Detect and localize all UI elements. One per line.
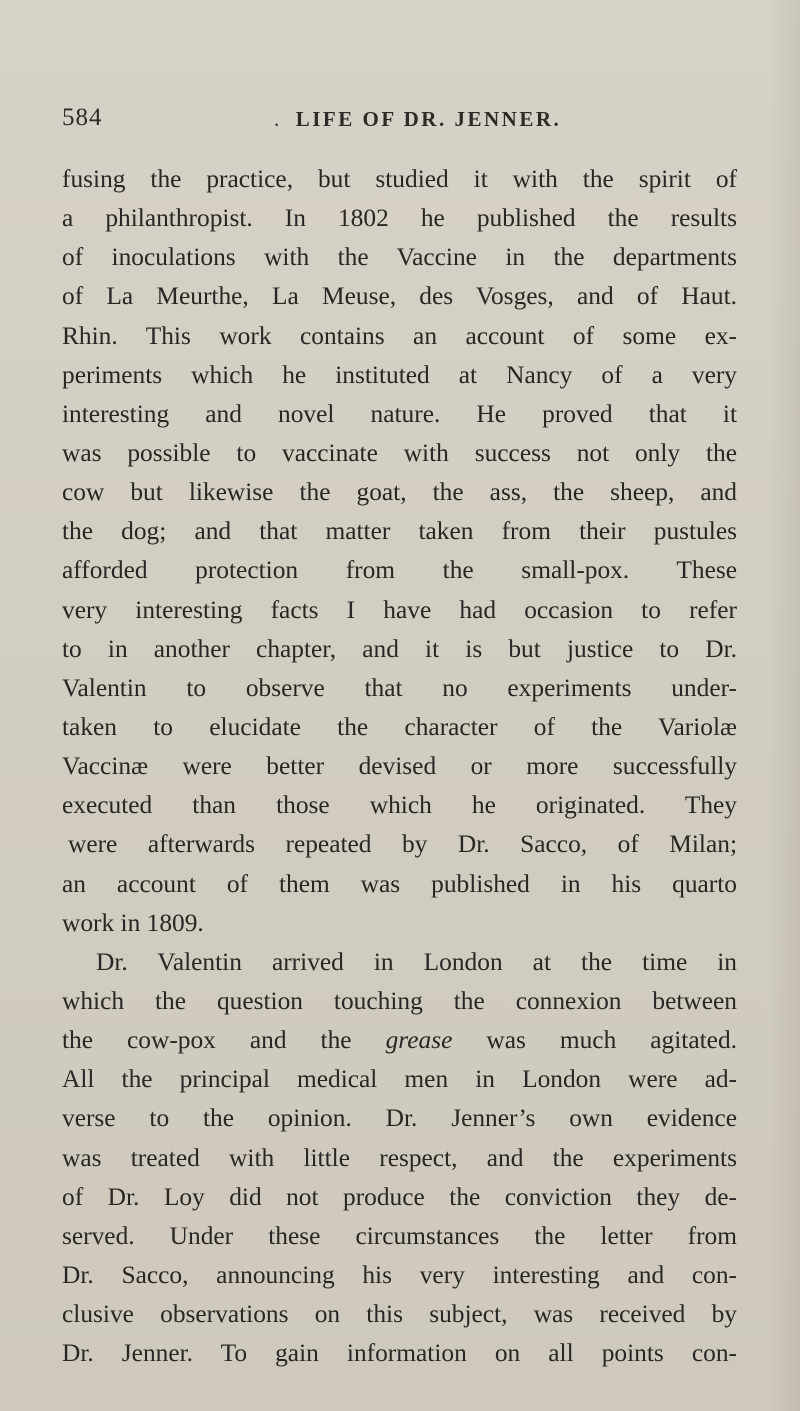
text-line: a philanthropist. In 1802 he published the results	[62, 204, 737, 233]
text-line: was possible to vaccinate with success not only the	[62, 438, 737, 467]
text-line: served. Under these circumstances the letter from	[62, 1221, 737, 1250]
italic-term: grease	[385, 1026, 453, 1055]
running-title	[274, 107, 561, 132]
text-line: interesting and novel nature. He proved that it	[62, 399, 737, 428]
text-line: executed than those which he originated. They	[62, 791, 737, 820]
text-line: Dr. Sacco, announcing his very interesting and con-	[62, 1260, 737, 1289]
text-line-with-italic	[62, 1021, 737, 1060]
text-line: cow but likewise the goat, the ass, the sheep, and	[62, 478, 737, 507]
page-number: 584	[62, 104, 103, 131]
text-line: Valentin to observe that no experiments under-	[62, 673, 737, 702]
body-text	[62, 160, 737, 1373]
text-line: afforded protection from the small-pox. These	[62, 556, 737, 585]
text-line: Vaccinæ were better devised or more successfully	[62, 752, 737, 781]
text-line: All the principal medical men in London were ad-	[62, 1065, 737, 1094]
page-header	[62, 104, 742, 140]
text-line: work in 1809.	[62, 908, 204, 937]
text-line: Rhin. This work contains an account of some ex-	[62, 321, 737, 350]
text-line: periments which he instituted at Nancy of a very	[62, 360, 737, 389]
text-line: the dog; and that matter taken from their pustules	[62, 517, 737, 546]
text-line: Dr. Jenner. To gain information on all points con-	[62, 1339, 737, 1368]
text-line: taken to elucidate the character of the Variolæ	[62, 712, 737, 741]
text-line: of La Meurthe, La Meuse, des Vosges, and of Haut.	[62, 282, 737, 311]
text-line: of inoculations with the Vaccine in the departments	[62, 243, 737, 272]
text-line: to in another chapter, and it is but justice to Dr.	[62, 634, 737, 663]
text-line: clusive observations on this subject, was received by	[62, 1300, 737, 1329]
text-line: which the question touching the connexion between	[62, 986, 737, 1015]
header-separator: .	[274, 107, 282, 131]
text-fragment: was much agitated.	[486, 1026, 737, 1055]
text-line: an account of them was published in his quarto	[62, 869, 737, 898]
text-line: Dr. Valentin arrived in London at the time in	[96, 947, 737, 976]
text-line: verse to the opinion. Dr. Jenner’s own evidence	[62, 1104, 737, 1133]
text-line: was treated with little respect, and the experiments	[62, 1143, 737, 1172]
text-line: of Dr. Loy did not produce the conviction they de-	[62, 1182, 737, 1211]
text-line: fusing the practice, but studied it with the spirit of	[62, 165, 737, 193]
text-fragment: the cow-pox and the	[62, 1026, 352, 1055]
text-line: were afterwards repeated by Dr. Sacco, of Milan;	[68, 830, 737, 859]
text-line: very interesting facts I have had occasion to refer	[62, 595, 737, 624]
running-title-text: LIFE OF DR. JENNER.	[295, 107, 562, 131]
